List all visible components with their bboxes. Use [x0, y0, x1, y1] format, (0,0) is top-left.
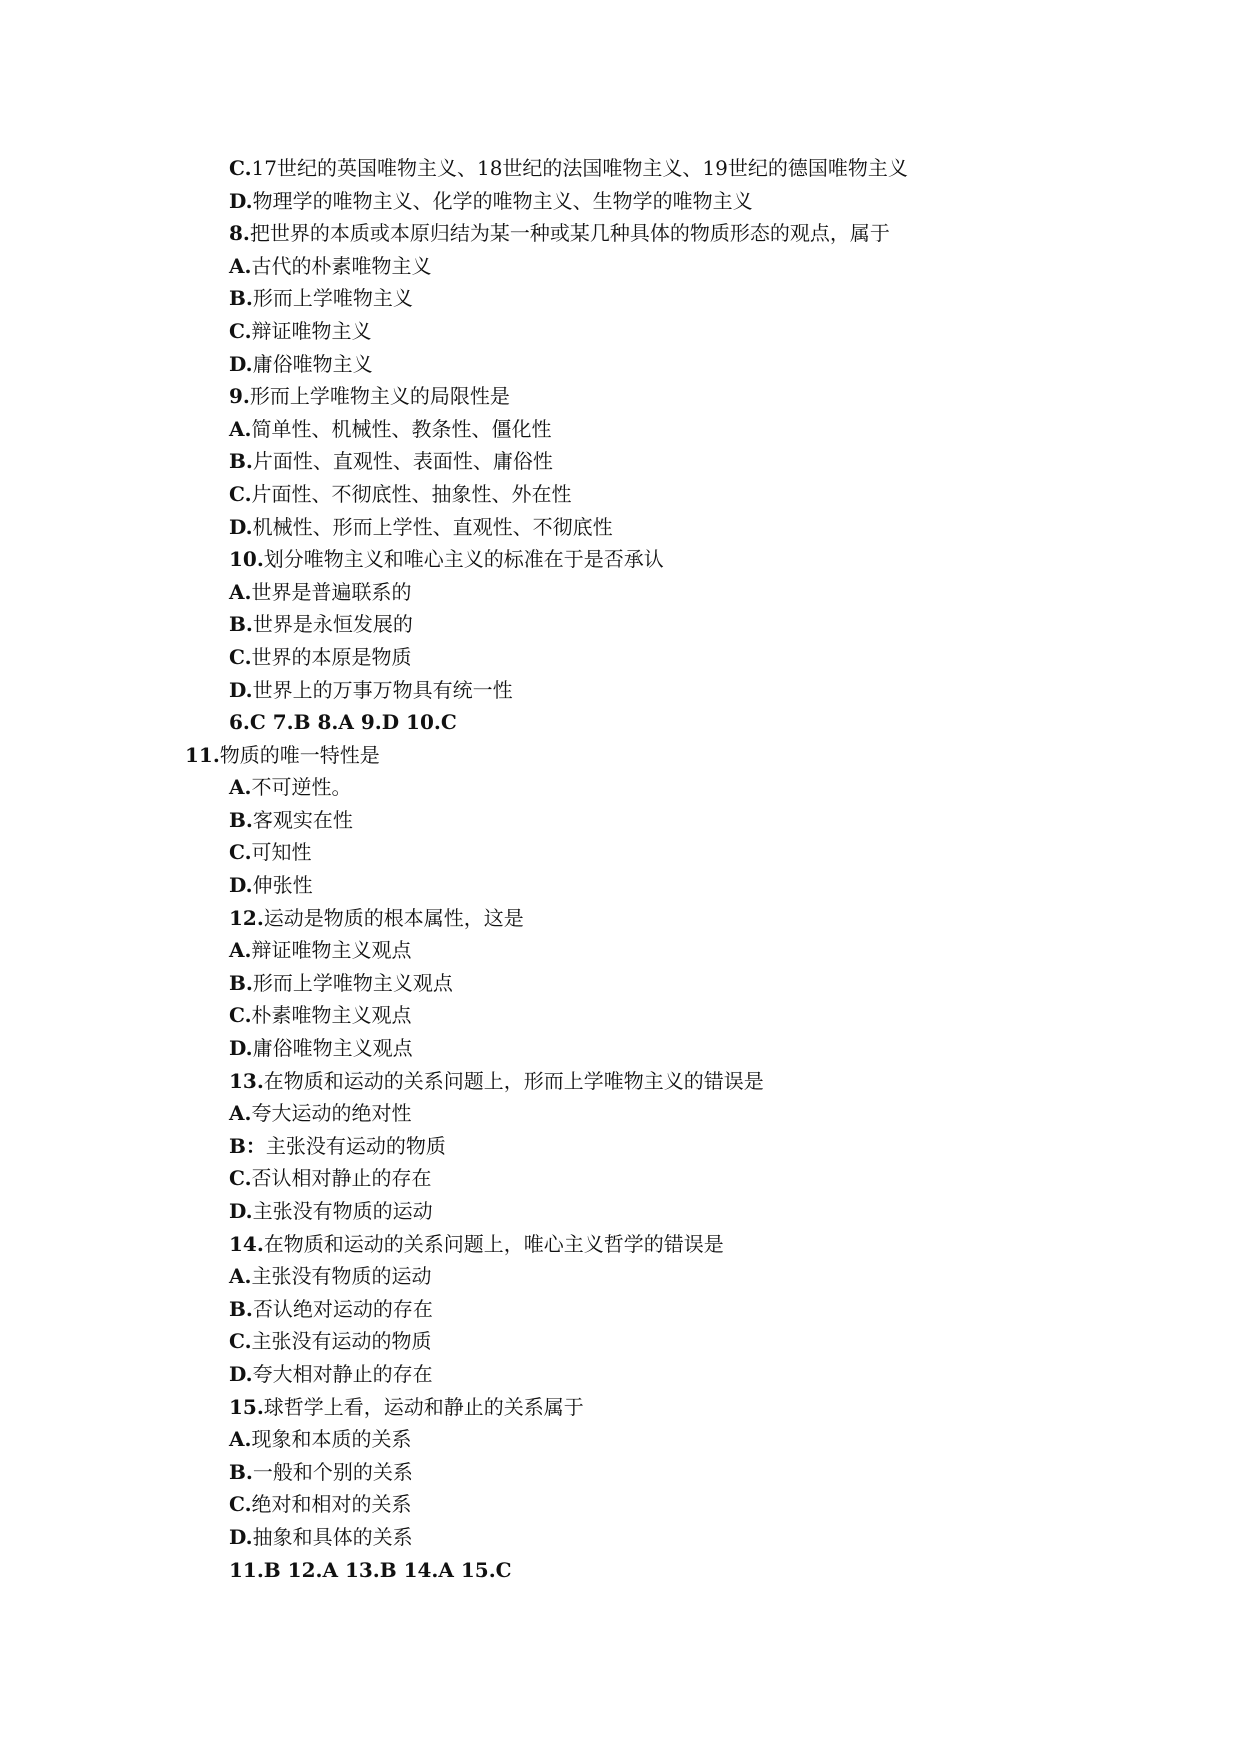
text-line [0, 1228, 1241, 1261]
text-line [0, 315, 1241, 348]
item-text: 主张没有物质的运动 [251, 1264, 432, 1289]
text-line [0, 902, 1241, 935]
item-label: C. [229, 1166, 252, 1191]
item-text: 夸大相对静止的存在 [252, 1361, 433, 1386]
item-text: 一般和个别的关系 [252, 1459, 413, 1484]
item-text: 客观实在性 [252, 807, 353, 832]
item-text: 物理学的唯物主义、化学的唯物主义、生物学的唯物主义 [252, 188, 753, 213]
text-line [0, 1162, 1241, 1195]
item-label: C. [229, 318, 252, 343]
item-label: B. [229, 807, 253, 832]
item-text: 物质的唯一特性是 [219, 742, 380, 767]
item-label: A. [229, 1101, 252, 1126]
item-label: A. [229, 938, 252, 963]
text-line [0, 934, 1241, 967]
item-text: 抽象和具体的关系 [252, 1524, 413, 1549]
item-text: 世界是永恒发展的 [252, 612, 413, 637]
item-text: 朴素唯物主义观点 [251, 1003, 412, 1028]
text-line [0, 1032, 1241, 1065]
item-label: D. [229, 514, 253, 539]
text-line [0, 1325, 1241, 1358]
text-line [0, 1130, 1241, 1163]
item-label: D. [229, 677, 253, 702]
item-label: B. [229, 612, 253, 637]
text-line [0, 641, 1241, 674]
item-text: 机械性、形而上学性、直观性、不彻底性 [252, 514, 613, 539]
text-line [0, 185, 1241, 218]
answer-key-line [0, 1554, 1241, 1587]
item-text: 世界是普遍联系的 [251, 579, 412, 604]
item-label: D. [229, 1036, 253, 1061]
item-label: 8. [229, 221, 250, 246]
item-text: 运动是物质的根本属性，这是 [263, 905, 524, 930]
text-line [0, 804, 1241, 837]
item-label: 15. [229, 1394, 264, 1419]
text-line [0, 836, 1241, 869]
text-line [0, 348, 1241, 381]
item-label: D. [229, 1524, 253, 1549]
item-text: 形而上学唯物主义的局限性是 [249, 384, 510, 409]
item-label: A. [229, 416, 252, 441]
text-line [0, 1097, 1241, 1130]
text-line [0, 511, 1241, 544]
item-text: 可知性 [251, 840, 312, 865]
text-line [0, 445, 1241, 478]
text-line [0, 608, 1241, 641]
item-label: 9. [229, 384, 250, 409]
item-text: 庸俗唯物主义 [252, 351, 373, 376]
text-line [0, 576, 1241, 609]
item-text: 辩证唯物主义 [251, 318, 372, 343]
item-label: C. [229, 481, 252, 506]
text-line [0, 250, 1241, 283]
item-label: A. [229, 775, 252, 800]
text-line [0, 1260, 1241, 1293]
item-text: 17世纪的英国唯物主义、18世纪的法国唯物主义、19世纪的德国唯物主义 [251, 156, 908, 180]
item-label: B. [229, 449, 253, 474]
item-text: 伸张性 [252, 873, 313, 898]
item-text: 现象和本质的关系 [251, 1427, 412, 1452]
text-line [0, 999, 1241, 1032]
answer-key-text: 6.C 7.B 8.A 9.D 10.C [229, 710, 457, 735]
item-label: C. [229, 1492, 252, 1517]
text-line [0, 1358, 1241, 1391]
text-line [0, 152, 1241, 185]
item-label: B. [229, 1459, 253, 1484]
text-line [0, 478, 1241, 511]
text-line [0, 674, 1241, 707]
answer-key-line [0, 706, 1241, 739]
item-label: 10. [229, 547, 264, 572]
item-label: 13. [229, 1068, 264, 1093]
item-text: 把世界的本质或本原归结为某一种或某几种具体的物质形态的观点，属于 [249, 221, 890, 246]
text-line [0, 739, 1241, 772]
item-label: B. [229, 286, 253, 311]
item-label: D. [229, 351, 253, 376]
item-text: 世界的本原是物质 [251, 644, 412, 669]
item-label: D. [229, 188, 253, 213]
item-label: B. [229, 970, 253, 995]
item-text: 不可逆性。 [251, 775, 352, 800]
item-label: A. [229, 253, 252, 278]
item-label: 12. [229, 905, 264, 930]
item-text: 球哲学上看，运动和静止的关系属于 [263, 1394, 584, 1419]
text-line [0, 380, 1241, 413]
item-text: 片面性、不彻底性、抽象性、外在性 [251, 481, 572, 506]
item-label: A. [229, 1264, 252, 1289]
text-line [0, 282, 1241, 315]
answer-key-text: 11.B 12.A 13.B 14.A 15.C [229, 1557, 512, 1582]
text-line [0, 413, 1241, 446]
item-text: 形而上学唯物主义 [252, 286, 413, 311]
item-label: D. [229, 1199, 253, 1223]
text-line [0, 771, 1241, 804]
item-label: B. [229, 1296, 253, 1321]
question-list [0, 152, 1241, 1586]
item-label: 14. [229, 1231, 264, 1256]
text-line [0, 1293, 1241, 1326]
item-text: 绝对和相对的关系 [251, 1492, 412, 1517]
item-label: C. [229, 156, 252, 180]
item-text: 简单性、机械性、教条性、僵化性 [251, 416, 552, 441]
item-label: 11. [185, 742, 220, 767]
item-text: 夸大运动的绝对性 [251, 1101, 412, 1126]
item-text: 在物质和运动的关系问题上，形而上学唯物主义的错误是 [263, 1068, 764, 1093]
item-label: D. [229, 873, 253, 898]
item-text: 在物质和运动的关系问题上，唯心主义哲学的错误是 [263, 1231, 724, 1256]
item-text: 古代的朴素唯物主义 [251, 253, 432, 278]
item-text: 形而上学唯物主义观点 [252, 970, 453, 995]
text-line [0, 1488, 1241, 1521]
item-text: 片面性、直观性、表面性、庸俗性 [252, 449, 553, 474]
item-label: C. [229, 840, 252, 865]
item-label: B： [229, 1133, 266, 1158]
item-label: D. [229, 1361, 253, 1386]
text-line [0, 869, 1241, 902]
text-line [0, 1521, 1241, 1554]
item-label: C. [229, 1003, 252, 1028]
text-line [0, 1391, 1241, 1424]
item-text: 主张没有运动的物质 [251, 1329, 432, 1354]
item-text: 划分唯物主义和唯心主义的标准在于是否承认 [263, 547, 664, 572]
item-text: 否认相对静止的存在 [251, 1166, 432, 1191]
item-label: A. [229, 1427, 252, 1452]
item-text: 主张没有物质的运动 [252, 1199, 433, 1223]
text-line [0, 1423, 1241, 1456]
item-text: 世界上的万事万物具有统一性 [252, 677, 513, 702]
item-text: 庸俗唯物主义观点 [252, 1036, 413, 1061]
item-label: C. [229, 1329, 252, 1354]
item-text: 辩证唯物主义观点 [251, 938, 412, 963]
text-line [0, 217, 1241, 250]
text-line [0, 967, 1241, 1000]
item-label: C. [229, 644, 252, 669]
text-line [0, 1456, 1241, 1489]
text-line [0, 543, 1241, 576]
item-label: A. [229, 579, 252, 604]
text-line [0, 1065, 1241, 1098]
text-line [0, 1195, 1241, 1228]
item-text: 主张没有运动的物质 [265, 1133, 446, 1158]
item-text: 否认绝对运动的存在 [252, 1296, 433, 1321]
